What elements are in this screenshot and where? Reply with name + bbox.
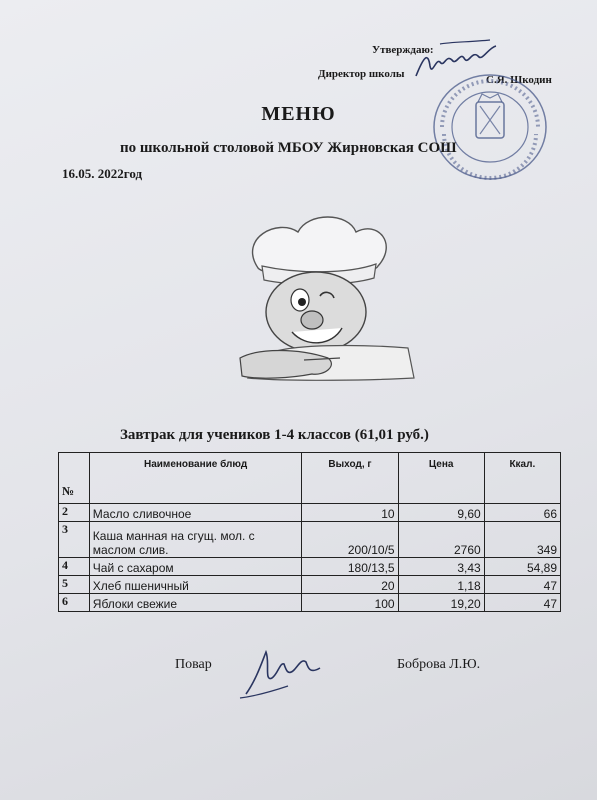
row-dish-name: Чай с сахаром [89, 558, 302, 576]
header-kcal: Ккал. [484, 453, 560, 504]
row-kcal: 66 [484, 504, 560, 522]
menu-date: 16.05. 2022год [62, 166, 143, 181]
row-weight: 100 [302, 594, 398, 612]
row-weight: 10 [302, 504, 398, 522]
table-row [59, 576, 561, 594]
cook-name: Боброва Л.Ю. [397, 657, 481, 672]
school-seal [428, 72, 548, 182]
header-weight: Выход, г [302, 453, 398, 504]
table-row [59, 522, 561, 558]
header-dish-name: Наименование блюд [89, 453, 302, 504]
row-number: 6 [59, 594, 90, 612]
header-number: № [59, 453, 90, 504]
row-number: 3 [59, 522, 90, 558]
table-header-row [59, 453, 561, 504]
table-row [59, 594, 561, 612]
row-number: 2 [59, 504, 90, 522]
row-weight: 20 [302, 576, 398, 594]
row-dish-name: Хлеб пшеничный [89, 576, 302, 594]
row-number: 5 [59, 576, 90, 594]
row-kcal: 47 [484, 594, 560, 612]
approval-director-label: Директор школы [318, 68, 405, 80]
row-price: 19,20 [398, 594, 484, 612]
row-kcal: 349 [484, 522, 560, 558]
row-weight: 200/10/5 [302, 522, 398, 558]
header-price: Цена [398, 453, 484, 504]
row-price: 9,60 [398, 504, 484, 522]
row-dish-name: Каша манная на сгущ. мол. с маслом слив. [89, 522, 302, 558]
row-kcal: 47 [484, 576, 560, 594]
row-kcal: 54,89 [484, 558, 560, 576]
page-title: МЕНЮ [261, 103, 336, 125]
row-weight: 180/13,5 [302, 558, 398, 576]
row-price: 3,43 [398, 558, 484, 576]
row-dish-name: Яблоки свежие [89, 594, 302, 612]
cook-label: Повар [175, 657, 212, 672]
table-row [59, 504, 561, 522]
approval-director-name: С.Я. Шкодин [486, 74, 552, 86]
row-dish-name: Масло сливочное [89, 504, 302, 522]
approval-label: Утверждаю: [372, 44, 434, 56]
page-subtitle: по школьной столовой МБОУ Жирновская СОШ [120, 140, 457, 156]
meal-heading: Завтрак для учеников 1-4 классов (61,01 руб.) [120, 427, 429, 443]
chef-illustration [228, 208, 418, 388]
table-row [59, 558, 561, 576]
row-number: 4 [59, 558, 90, 576]
menu-table [58, 452, 561, 612]
row-price: 1,18 [398, 576, 484, 594]
cook-signature [236, 640, 326, 702]
row-price: 2760 [398, 522, 484, 558]
